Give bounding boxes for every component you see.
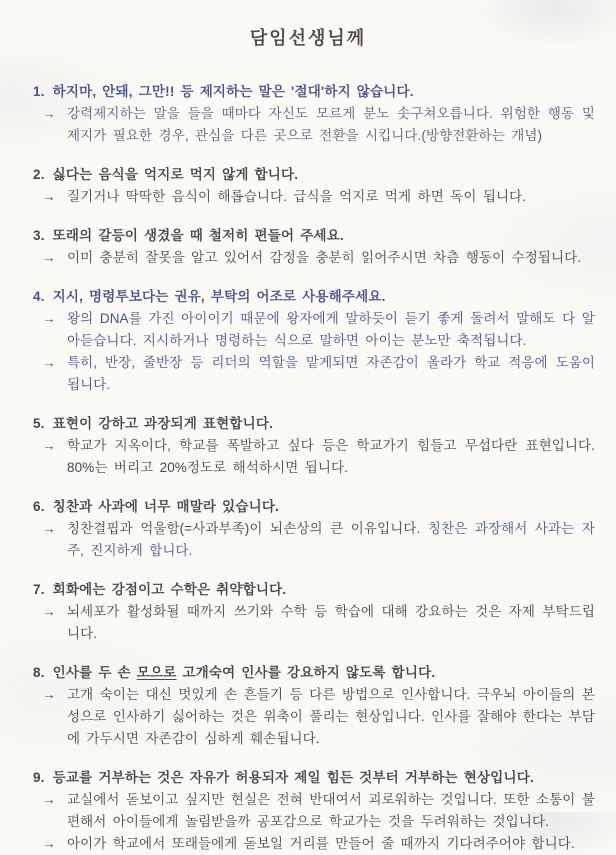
item-heading [33,662,595,684]
arrow-icon: → [42,521,56,536]
item-number: 1. [33,84,45,99]
heading-text: 하지마, 안돼, 그만!! 등 제지하는 말은 '절대'하지 않습니다. [52,84,414,99]
item-note [33,308,595,352]
note-text: 학교가 지옥이다, 학교를 폭발하고 싶다 등은 학교가기 힘들고 무섭다란 표현입니다. 80%는 버리고 20%정도로 해석하시면 됩니다. [67,438,595,475]
list-item [33,413,595,479]
note-text: 아이가 학교에서 또래들에게 돋보일 거리를 만들어 줄 때까지 기다려주어야 합니다. [67,836,575,851]
item-number: 7. [33,582,45,597]
item-heading [33,225,595,247]
item-note [33,352,595,396]
item-note [33,789,595,833]
arrow-icon: → [42,106,56,121]
list-item [33,579,595,645]
note-text: 이미 충분히 잘못을 알고 있어서 감정을 충분히 읽어주시면 차츰 행동이 수정됩니다. [67,250,582,265]
item-number: 5. [33,416,45,431]
item-heading [33,413,595,435]
note-text: 질기거나 딱딱한 음식이 해롭습니다. 급식을 억지로 먹게 하면 독이 됩니다. [67,189,527,204]
item-number: 6. [33,499,45,514]
item-note [33,435,595,479]
heading-text: 또래의 갈등이 생겼을 때 철저히 편들어 주세요. [52,228,344,243]
arrow-icon: → [42,687,56,702]
note-text: 왕의 DNA를 가진 아이이기 때문에 왕자에게 말하듯이 듣기 좋게 돌려서 말해도 다 알아듣습니다. 지시하거나 명령하는 식으로 말하면 아이는 분노만 축적됩니다. [67,311,595,348]
item-heading [33,164,595,186]
arrow-icon: → [42,836,56,851]
arrow-icon: → [42,604,56,619]
list-item [33,164,595,208]
item-number: 8. [33,665,45,680]
note-text: 고개 숙이는 대신 멋있게 손 흔들기 등 다른 방법으로 인사합니다. 극우뇌 아이들의 본성으로 인사하기 싫어하는 것은 위축이 풀리는 현상입니다. 인사를 잘해야 한다는 부담에 가두시면 자존감이 심하게 훼손됩니다. [67,687,595,746]
list-item [33,662,595,750]
item-number: 4. [33,289,45,304]
heading-text: 칭찬과 사과에 너무 매말라 있습니다. [52,499,280,514]
item-number: 9. [33,770,45,785]
list-item [33,767,595,855]
list-item [33,496,595,562]
item-note [33,833,595,855]
items-list [0,81,616,855]
list-item [33,286,595,396]
heading-text: 지시, 명령투보다는 권유, 부탁의 어조로 사용해주세요. [52,289,386,304]
heading-text: 등교를 거부하는 것은 자유가 허용되자 제일 힘든 것부터 거부하는 현상입니다. [52,770,534,785]
heading-text: 회화에는 강점이고 수학은 취약합니다. [52,582,287,597]
page-title: 담임선생님께 [249,28,367,48]
item-heading [33,767,595,789]
arrow-icon: → [42,311,56,326]
arrow-icon: → [42,438,56,453]
note-text: 특히, 반장, 줄반장 등 리더의 역할을 맡게되면 자존감이 올라가 학교 적응에 도움이 됩니다. [67,355,595,392]
item-heading [33,579,595,601]
heading-text: 고개숙여 인사를 강요하지 않도록 합니다. [176,665,436,680]
list-item [33,225,595,269]
item-note [33,601,595,645]
item-note [33,103,595,147]
item-heading [33,286,595,308]
item-note [33,186,595,208]
arrow-icon: → [42,189,56,204]
item-note [33,684,595,750]
heading-text: 모으로 [136,665,177,680]
note-text: 칭찬은 과장해서 사과는 자주, 진지하게 합니다. [67,521,595,558]
item-note [33,518,595,562]
note-text: 교실에서 돋보이고 싶지만 현실은 전혀 반대여서 괴로워하는 것입니다. 또한 소통이 불편해서 아이들에게 놀림받을까 공포감으로 학교가는 것을 두려워하는 것입니다. [67,792,595,829]
arrow-icon: → [42,355,56,370]
note-text: 칭찬결핍과 억울함(=사과부족)이 뇌손상의 큰 이유입니다. [67,521,428,536]
item-heading [33,496,595,518]
heading-text: 인사를 두 손 [52,665,137,680]
item-heading [33,81,595,103]
item-note [33,247,595,269]
list-item [33,81,595,147]
note-text: 뇌세포가 활성화될 때까지 쓰기와 수학 등 학습에 대해 강요하는 것은 자제 부탁드립니다. [67,604,595,641]
heading-text: 싫다는 음식을 억지로 먹지 않게 합니다. [52,167,299,182]
note-text: 강력제지하는 말을 들을 때마다 자신도 모르게 분노 솟구쳐오릅니다. 위험한 행동 및 제지가 필요한 경우, 관심을 다른 곳으로 전환을 시킵니다.(방향전환하는 개념) [67,106,595,143]
arrow-icon: → [42,792,56,807]
item-number: 3. [33,228,45,243]
heading-text: 표현이 강하고 과장되게 표현합니다. [52,416,274,431]
item-number: 2. [33,167,45,182]
arrow-icon: → [42,250,56,265]
